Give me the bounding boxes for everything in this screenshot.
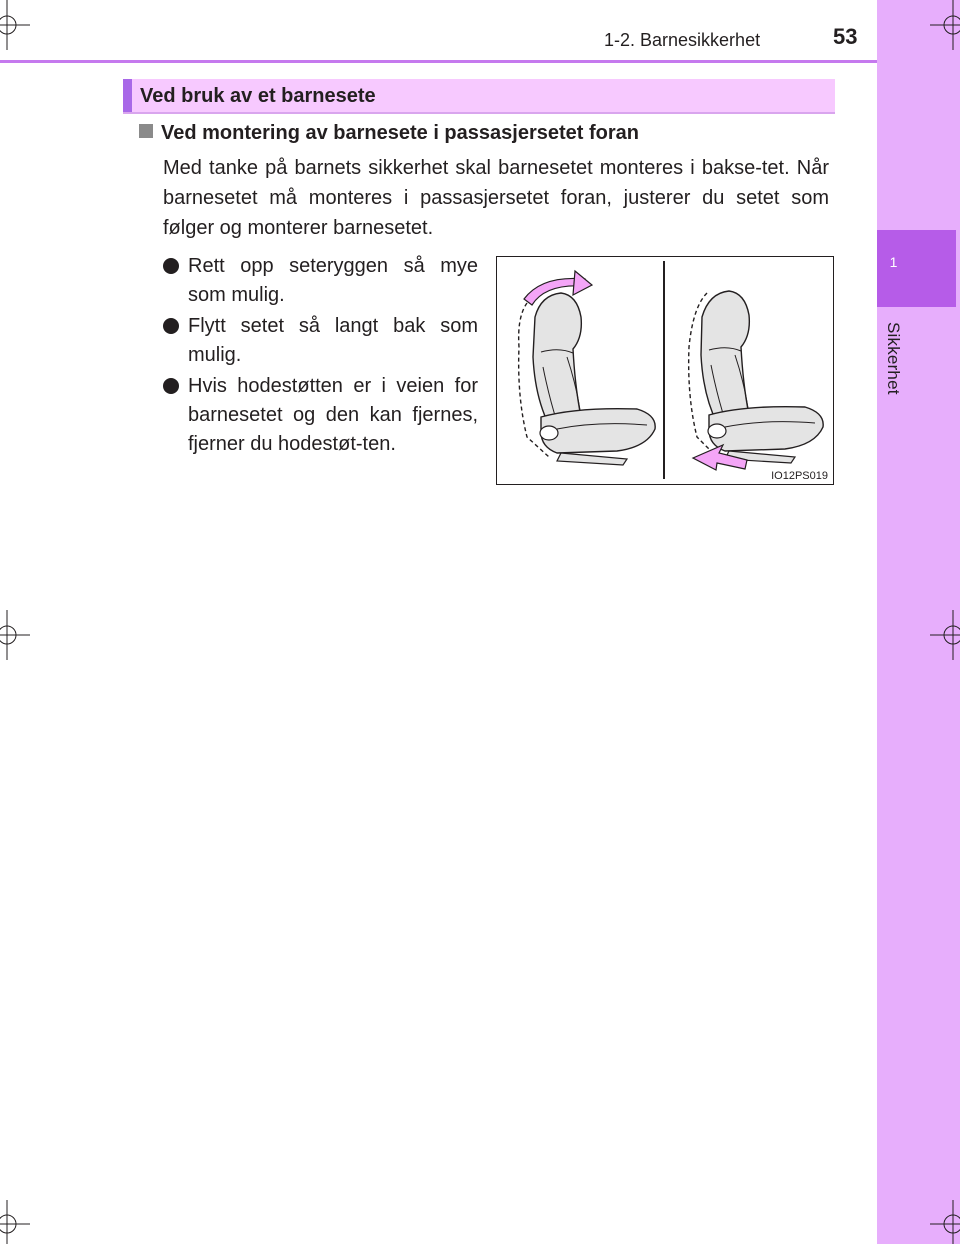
list-item xyxy=(163,372,478,459)
figure-code: IO12PS019 xyxy=(771,470,828,482)
crop-mark-bottom-left-icon xyxy=(0,1200,30,1244)
page-number: 53 xyxy=(833,24,858,49)
crop-mark-top-right-icon xyxy=(930,0,960,50)
list-item-text: Hvis hodestøtten er i veien for barnesetet og den kan fjernes, fjerner du hodestøt-ten. xyxy=(188,375,478,455)
header-section-title: 1-2. Barnesikkerhet xyxy=(604,30,761,50)
subsection-heading-text: Ved montering av barnesete i passasjersetet foran xyxy=(161,122,639,144)
section-bar-accent xyxy=(123,79,132,112)
list-item-text: Rett opp seteryggen så mye som mulig. xyxy=(188,255,478,306)
seat-right-icon xyxy=(689,291,824,470)
section-title: Ved bruk av et barnesete xyxy=(140,85,376,107)
crop-mark-mid-right-icon xyxy=(930,610,960,660)
chapter-label: Sikkerhet xyxy=(884,322,903,395)
list-item xyxy=(163,252,478,310)
seat-illustration xyxy=(497,257,833,484)
chapter-number: 1 xyxy=(889,254,898,270)
list-item-text: Flytt setet så langt bak som mulig. xyxy=(188,315,478,366)
bullet-list xyxy=(163,252,478,461)
body-paragraph: Med tanke på barnets sikkerhet skal barnesetet monteres i bakse-tet. Når barnesetet må monteres i passasjersetet foran, justerer du setet som følger og monterer barnesetet. xyxy=(163,157,829,239)
crop-mark-mid-left-icon xyxy=(0,610,30,660)
crop-mark-top-left-icon xyxy=(0,0,30,50)
bullet-dot-icon xyxy=(163,378,179,394)
header-rule xyxy=(0,60,877,63)
subsection-heading xyxy=(139,122,639,145)
square-bullet-icon xyxy=(139,124,153,138)
list-item xyxy=(163,312,478,370)
bullet-dot-icon xyxy=(163,318,179,334)
bullet-dot-icon xyxy=(163,258,179,274)
seat-adjustment-figure xyxy=(496,256,834,485)
section-title-bar xyxy=(123,79,835,114)
seat-left-icon xyxy=(519,271,656,465)
crop-mark-bottom-right-icon xyxy=(930,1200,960,1244)
